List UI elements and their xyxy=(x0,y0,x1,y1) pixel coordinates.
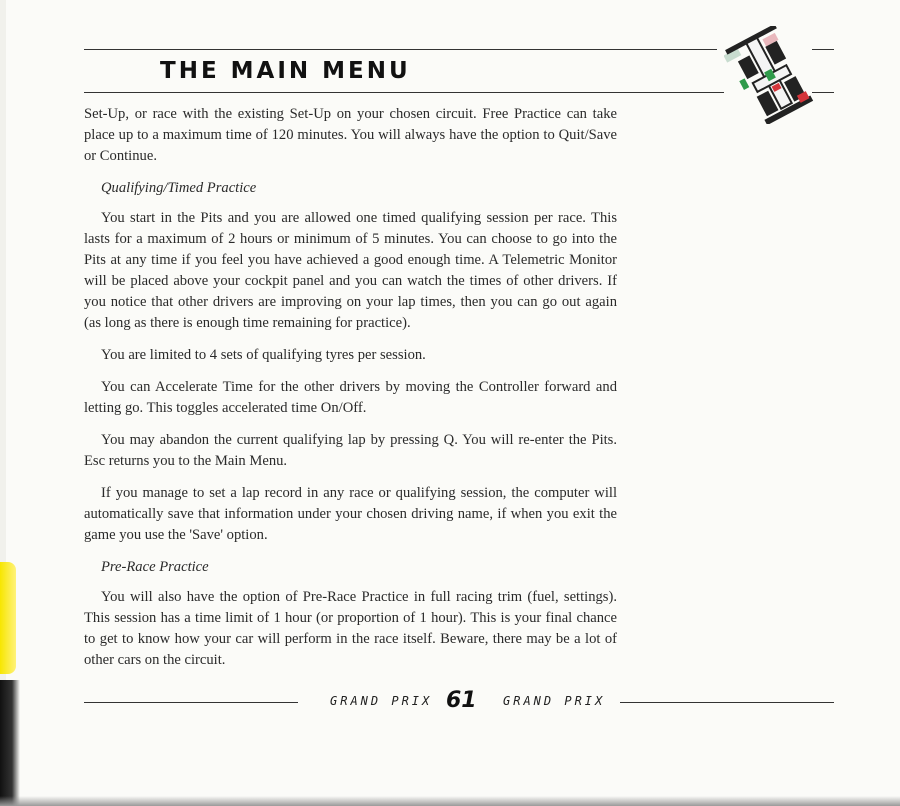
section-heading-pre-race: Pre-Race Practice xyxy=(101,559,209,575)
page-title: THE MAIN MENU xyxy=(160,58,411,84)
paragraph: If you manage to set a lap record in any race or qualifying session, the computer will automatically save that information under your chosen driving name, if when you exit the game you use the 'Save' option. xyxy=(84,485,617,543)
page-number: 61 xyxy=(446,688,477,713)
paragraph: You will also have the option of Pre-Race Practice in full racing trim (fuel, settings). This session has a time limit of 1 hour (or proportion of 1 hour). This is your final chance to get to know how your car will perform in the race itself. Beware, there may be a lot of other cars on the circuit. xyxy=(84,589,617,668)
scan-bottom-shadow xyxy=(0,796,900,806)
paragraph: You start in the Pits and you are allowed one timed qualifying session per race. This lasts for a maximum of 2 hours or minimum of 5 minutes. You can choose to go into the Pits at any time if you feel you have achieved a good enough time. A Telemetric Monitor will be placed above your cockpit panel and you can watch the times of other drivers. If you notice that other drivers are improving on your lap times, then you can go out again (as long as there is enough time remaining for practice). xyxy=(84,210,617,331)
footer-label-right: GRAND PRIX xyxy=(503,694,606,708)
scan-dark-edge xyxy=(0,680,20,806)
footer-rule-left xyxy=(84,702,298,703)
section-heading-qualifying: Qualifying/Timed Practice xyxy=(101,180,257,196)
paragraph: You can Accelerate Time for the other drivers by moving the Controller forward and letting go. This toggles accelerated time On/Off. xyxy=(84,379,617,416)
header-bottom-rule xyxy=(84,92,724,93)
yellow-page-tab xyxy=(0,562,16,674)
intro-paragraph: Set-Up, or race with the existing Set-Up on your chosen circuit. Free Practice can take place up to a maximum time of 120 minutes. You will always have the option to Quit/Save or Continue. xyxy=(84,106,617,164)
paragraph: You may abandon the current qualifying lap by pressing Q. You will re-enter the Pits. Esc returns you to the Main Menu. xyxy=(84,432,617,469)
race-car-icon xyxy=(724,26,816,124)
header-top-rule xyxy=(84,49,717,50)
paragraph: You are limited to 4 sets of qualifying tyres per session. xyxy=(101,347,426,363)
main-content xyxy=(84,104,617,682)
footer-label-left: GRAND PRIX xyxy=(330,694,433,708)
footer-rule-right xyxy=(620,702,834,703)
